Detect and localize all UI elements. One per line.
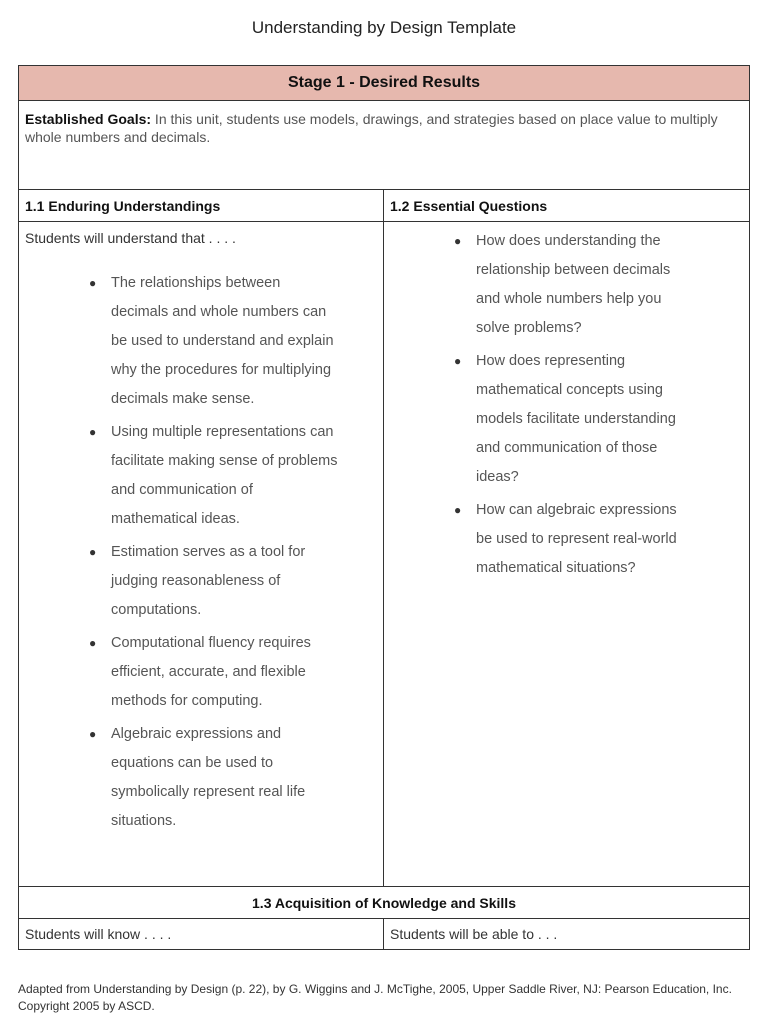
- bullet-icon: ●: [89, 727, 97, 741]
- essential-questions-header: 1.2 Essential Questions: [384, 190, 750, 222]
- essential-questions-list: [384, 227, 749, 583]
- list-item-text: Algebraic expressions and equations can be used to symbolically represent real life situations.: [111, 726, 306, 829]
- enduring-understandings-list: [19, 269, 383, 836]
- students-will-know-cell: Students will know . . . .: [19, 919, 384, 950]
- bullet-icon: ●: [454, 503, 462, 517]
- enduring-understandings-header: 1.1 Enduring Understandings: [19, 190, 384, 222]
- established-goals-cell: [19, 101, 750, 190]
- list-item-text: How can algebraic expressions be used to represent real-world mathematical situations?: [476, 502, 677, 576]
- enduring-lead-text: Students will understand that . . . .: [25, 230, 236, 246]
- established-goals: [19, 101, 749, 146]
- list-item-text: The relationships between decimals and whole numbers can be used to understand and explain why the procedures for multiplying decimals make sense.: [111, 275, 334, 407]
- list-item-text: How does understanding the relationship between decimals and whole numbers help you solve problems?: [476, 233, 671, 336]
- list-item: [89, 720, 338, 836]
- list-item-text: Estimation serves as a tool for judging reasonableness of computations.: [111, 544, 306, 618]
- list-item: [454, 227, 694, 343]
- bullet-icon: ●: [454, 234, 462, 248]
- list-item: [89, 629, 338, 716]
- bullet-icon: ●: [89, 636, 97, 650]
- list-item: [89, 538, 338, 625]
- document-title: Understanding by Design Template: [251, 18, 517, 37]
- stage-1-header: Stage 1 - Desired Results: [19, 66, 750, 101]
- students-will-be-able-cell: Students will be able to . . .: [384, 919, 750, 950]
- list-item: [89, 269, 338, 414]
- list-item-text: Computational fluency requires efficient, accurate, and flexible methods for computing.: [111, 635, 311, 709]
- ubd-template-table: [18, 65, 750, 950]
- list-item: [89, 418, 338, 534]
- list-item-text: How does representing mathematical concepts using models facilitate understanding and communication of those ideas?: [476, 353, 676, 485]
- established-goals-text: In this unit, students use models, drawings, and strategies based on place value to multiply whole numbers and decimals.: [25, 111, 718, 145]
- bullet-icon: ●: [89, 545, 97, 559]
- citation-footer: Adapted from Understanding by Design (p. 22), by G. Wiggins and J. McTighe, 2005, Upper Saddle River, NJ: Pearson Education, Inc. Copyright 2005 by ASCD.: [18, 982, 732, 1013]
- bullet-icon: ●: [89, 425, 97, 439]
- bullet-icon: ●: [454, 354, 462, 368]
- enduring-understandings-cell: [19, 222, 384, 887]
- established-goals-label: Established Goals:: [25, 111, 152, 127]
- essential-questions-cell: [384, 222, 750, 887]
- bullet-icon: ●: [89, 276, 97, 290]
- acquisition-header: 1.3 Acquisition of Knowledge and Skills: [19, 887, 750, 919]
- list-item: [454, 347, 694, 492]
- list-item-text: Using multiple representations can facilitate making sense of problems and communication of mathematical ideas.: [111, 424, 338, 527]
- list-item: [454, 496, 694, 583]
